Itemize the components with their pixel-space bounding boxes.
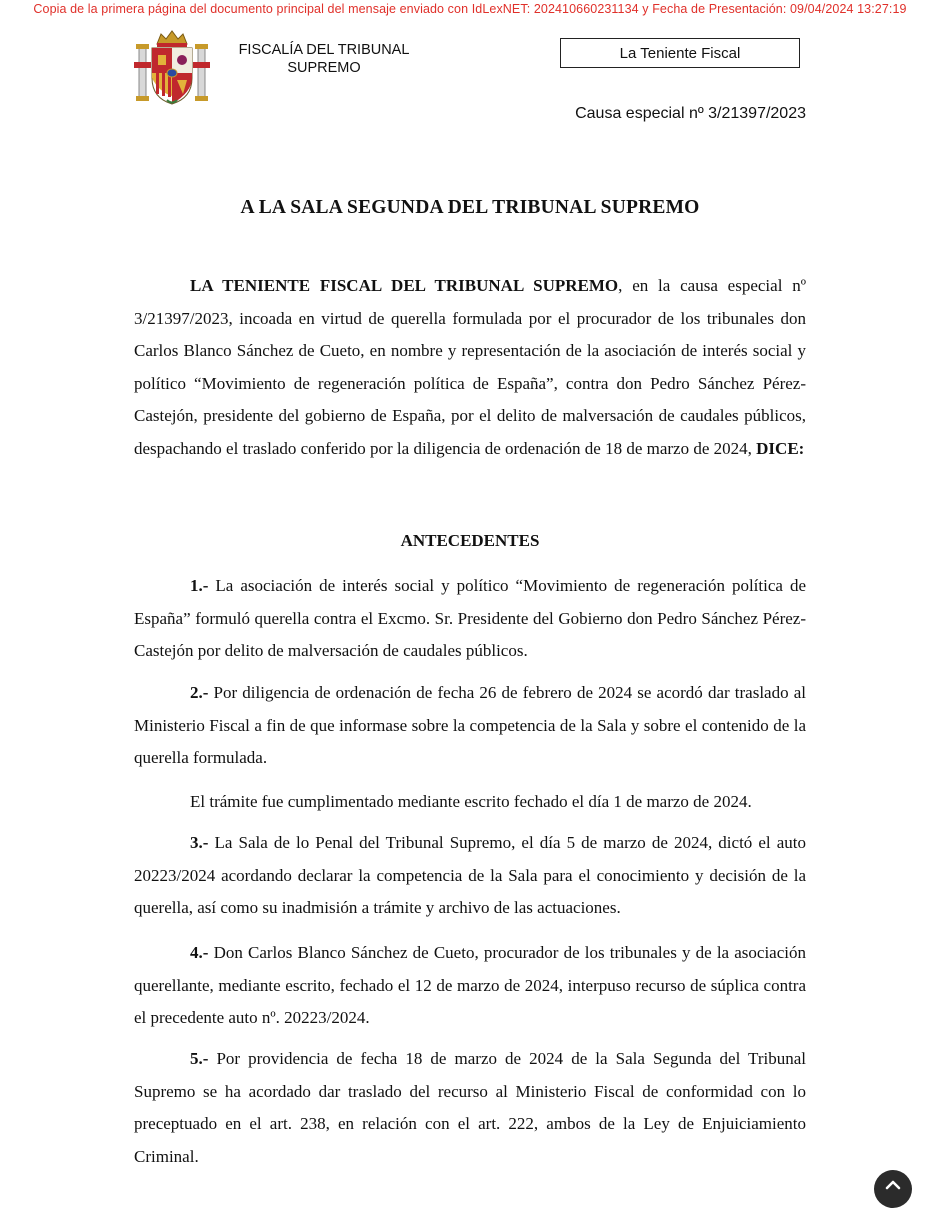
office-line-2: SUPREMO <box>287 60 361 76</box>
antecedent-1 <box>134 570 806 668</box>
submission-banner: Copia de la primera página del documento principal del mensaje enviado con IdLexNET: 202410660231134 y Fecha de Presentación: 09/04/2024 13:27:19 <box>33 2 907 16</box>
item-text: El trámite fue cumplimentado mediante escrito fechado el día 1 de marzo de 2024. <box>190 792 752 811</box>
intro-body: , en la causa especial nº 3/21397/2023, incoada en virtud de querella formulada por el procurador de los tribunales don Carlos Blanco Sánchez de Cueto, en nombre y representación de la asociación de interés social y político “Movimiento de regeneración política de España”, contra don Pedro Sánchez Pérez-Castejón, presidente del gobierno de España, por el delito de malversación de caudales públicos, despachando el traslado conferido por la diligencia de ordenación de 18 de marzo de 2024, <box>134 276 806 458</box>
item-text: Don Carlos Blanco Sánchez de Cueto, procurador de los tribunales y de la asociación querellante, mediante escrito, fechado el 12 de marzo de 2024, interpuso recurso de súplica contra el precedente auto nº. 20223/2024. <box>134 943 806 1027</box>
intro-lead: LA TENIENTE FISCAL DEL TRIBUNAL SUPREMO <box>190 276 619 295</box>
antecedent-2-note <box>134 786 806 819</box>
spain-coat-of-arms-icon <box>133 28 211 106</box>
antecedent-3 <box>134 827 806 925</box>
item-text: Por diligencia de ordenación de fecha 26 de febrero de 2024 se acordó dar traslado al Ministerio Fiscal a fin de que informase sobre la competencia de la Sala y sobre el contenido de la querella formulada. <box>134 683 806 767</box>
antecedent-4 <box>134 937 806 1035</box>
item-number: 1.- <box>190 576 209 595</box>
intro-paragraph <box>134 270 806 465</box>
issuing-office <box>226 41 422 77</box>
item-number: 2.- <box>190 683 209 702</box>
chevron-up-icon <box>885 1180 901 1190</box>
item-text: La asociación de interés social y político “Movimiento de regeneración política de España” formuló querella contra el Excmo. Sr. Presidente del Gobierno don Pedro Sánchez Pérez-Castejón por delito de malversación de caudales públicos. <box>134 576 806 660</box>
antecedent-2 <box>134 677 806 775</box>
document-heading: A LA SALA SEGUNDA DEL TRIBUNAL SUPREMO <box>240 197 700 218</box>
item-number: 4.- <box>190 943 209 962</box>
section-title: ANTECEDENTES <box>400 531 540 550</box>
case-reference: Causa especial nº 3/21397/2023 <box>575 105 806 122</box>
item-number: 3.- <box>190 833 209 852</box>
antecedent-5 <box>134 1043 806 1173</box>
signer-label: La Teniente Fiscal <box>619 44 741 62</box>
signer-box <box>560 38 800 68</box>
item-text: La Sala de lo Penal del Tribunal Supremo, el día 5 de marzo de 2024, dictó el auto 20223/2024 acordando declarar la competencia de la Sala para el conocimiento y decisión de la querella, así como su inadmisión a trámite y archivo de las actuaciones. <box>134 833 806 917</box>
item-text: Por providencia de fecha 18 de marzo de 2024 de la Sala Segunda del Tribunal Supremo se ha acordado dar traslado del recurso al Ministerio Fiscal de conformidad con lo preceptuado en el art. 238, en relación con el art. 222, ambos de la Ley de Enjuiciamiento Criminal. <box>134 1049 806 1166</box>
item-number: 5.- <box>190 1049 209 1068</box>
scroll-top-button[interactable] <box>874 1170 912 1208</box>
office-line-1: FISCALÍA DEL TRIBUNAL <box>238 42 410 58</box>
intro-closing: DICE: <box>756 438 805 458</box>
